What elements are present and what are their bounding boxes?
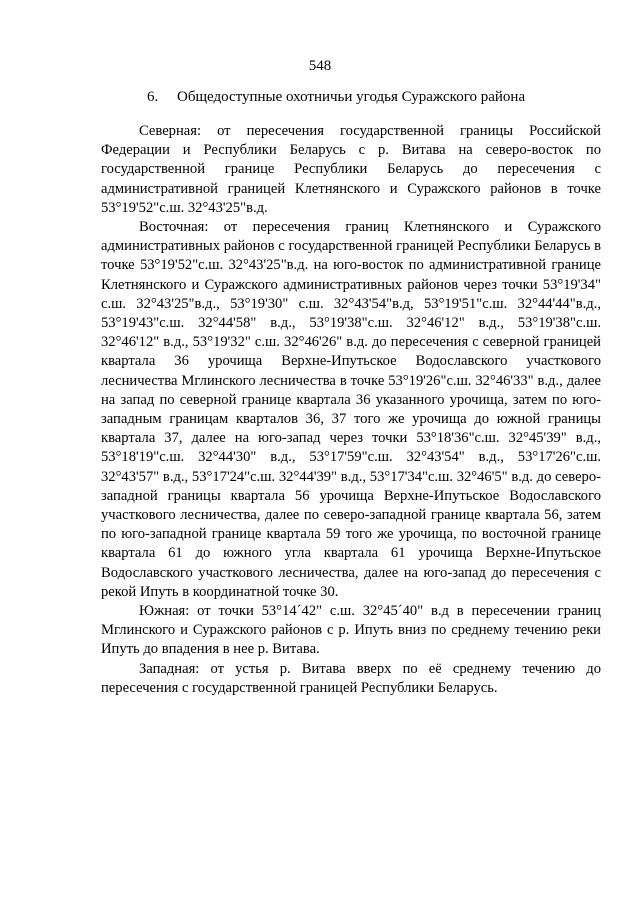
page-number: 548 <box>308 58 332 74</box>
section-body <box>101 122 601 698</box>
section-title: Общедоступные охотничьи угодья Суражского района <box>177 89 526 105</box>
paragraph-north: Северная: от пересечения государственной границы Российской Федерации и Республики Беларусь с р. Витава на северо-восток по государственной границе Республики Беларусь до пересечения с административной границей Клетнянского и Суражского районов в точке 53°19'52"с.ш. 32°43'25"в.д. <box>101 123 601 216</box>
section-heading <box>147 89 525 106</box>
section-number: 6. <box>147 89 159 105</box>
paragraph-west: Западная: от устья р. Витава вверх по её среднему течению до пересечения с государственной границей Республики Беларусь. <box>101 660 601 696</box>
paragraph-south: Южная: от точки 53°14´42" с.ш. 32°45´40" в.д в пересечении границ Мглинского и Суражского районов с р. Ипуть вниз по среднему течению реки Ипуть до впадения в нее р. Витава. <box>101 603 601 658</box>
paragraph-east: Восточная: от пересечения границ Клетнянского и Суражского административных районов с государственной границей Республики Беларусь в точке 53°19'52"с.ш. 32°43'25"в.д. на юго-восток по административной границе Клетнянского и Суражского административных районов через точки 53°19'34" с.ш. 32°43'25"в.д., 53°19'30" с.ш. 32°43'54"в.д, 53°19'51"с.ш. 32°44'44"в.д., 53°19'43"с.ш. 32°44'58" в.д., 53°19'38"с.ш. 32°46'12" в.д., 53°19'38"с.ш. 32°46'12" в.д., 53°19'32" с.ш. 32°46'26" в.д. до пересечения с северной границей квартала 36 урочища Верхне-Ипутьское Водославского участкового лесничества Мглинского лесничества в точке 53°19'26"с.ш. 32°46'33" в.д., далее на запад по северной границе квартала 36 указанного урочища, затем по юго-западным границам кварталов 36, 37 того же урочища до южной границы квартала 37, далее на юго-запад через точки 53°18'36"с.ш. 32°45'39" в.д., 53°18'19"с.ш. 32°44'30" в.д., 53°17'59"с.ш. 32°43'54" в.д., 53°17'26"с.ш. 32°43'57" в.д., 53°17'24"с.ш. 32°44'39" в.д., 53°17'34"с.ш. 32°46'5" в.д. до северо-западной границы квартала 56 урочища Верхне-Ипутьское Водославского участкового лесничества, далее по северо-западной границе квартала 56, затем по юго-западной границе квартала 59 того же урочища, по восточной границе квартала 61 до южного угла квартала 61 урочища Верхне-Ипутьское Водославского участкового лесничества, далее на юго-запад до пересечения с рекой Ипуть в координатной точке 30. <box>101 219 601 600</box>
